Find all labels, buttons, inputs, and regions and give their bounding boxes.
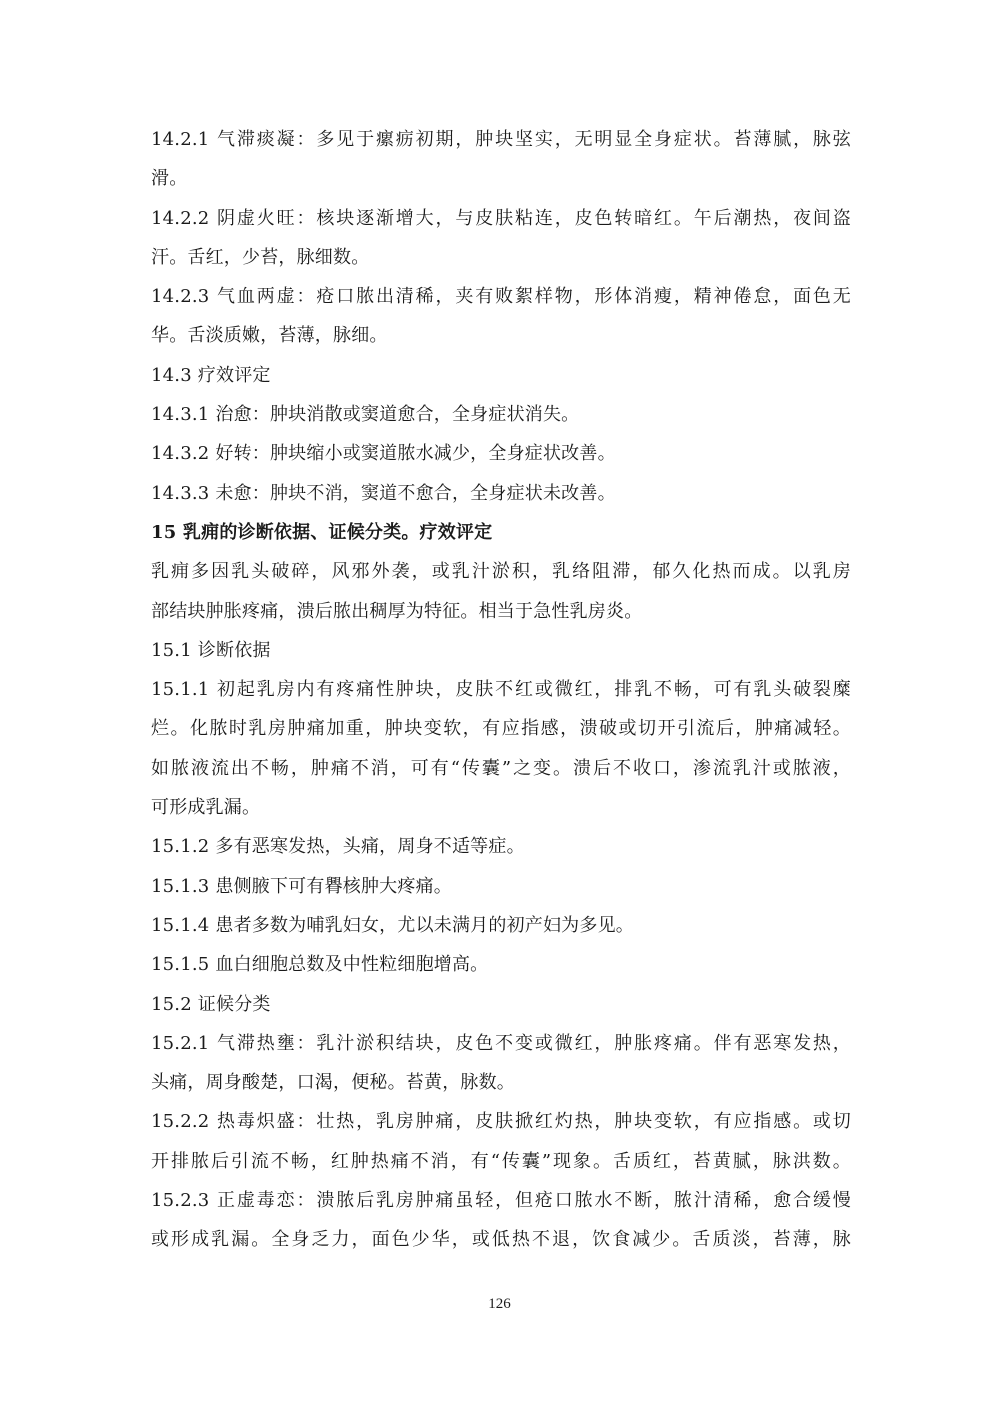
text-line: 滑。 (151, 168, 188, 190)
text-line: 15.1.4 患者多数为哺乳妇女，尤以未满月的初产妇为多见。 (151, 914, 634, 936)
text-line: 14.3.2 好转：肿块缩小或窦道脓水减少，全身症状改善。 (151, 443, 616, 465)
text-line: 乳痈多因乳头破碎，风邪外袭，或乳汁淤积，乳络阻滞，郁久化热而成。以乳房 (151, 561, 851, 583)
text-line: 14.2.2 阴虚火旺：核块逐渐增大，与皮肤粘连，皮色转暗红。午后潮热，夜间盗 (151, 207, 851, 229)
text-line: 烂。化脓时乳房肿痛加重，肿块变软，有应指感，溃破或切开引流后，肿痛减轻。 (151, 718, 851, 740)
text-line: 15.1 诊断依据 (151, 639, 271, 661)
text-line: 华。舌淡质嫩，苔薄，脉细。 (151, 325, 388, 347)
text-line: 15.1.3 患侧腋下可有臖核肿大疼痛。 (151, 875, 452, 897)
text-line: 头痛，周身酸楚，口渴，便秘。苔黄，脉数。 (151, 1072, 515, 1094)
body-text (151, 120, 851, 1260)
text-line: 15.1.5 血白细胞总数及中性粒细胞增高。 (151, 954, 489, 976)
text-line: 14.3.3 未愈：肿块不消，窦道不愈合，全身症状未改善。 (151, 482, 616, 504)
text-line: 14.2.3 气血两虚：疮口脓出清稀，夹有败絮样物，形体消瘦，精神倦怠，面色无 (151, 286, 851, 308)
text-line: 15.2.1 气滞热壅：乳汁淤积结块，皮色不变或微红，肿胀疼痛。伴有恶寒发热， (151, 1032, 851, 1054)
text-line: 14.3 疗效评定 (151, 364, 271, 386)
text-line: 部结块肿胀疼痛，溃后脓出稠厚为特征。相当于急性乳房炎。 (151, 600, 643, 622)
text-line: 或形成乳漏。全身乏力，面色少华，或低热不退，饮食减少。舌质淡，苔薄，脉 (151, 1229, 851, 1251)
text-line: 15.1.1 初起乳房内有疼痛性肿块，皮肤不红或微红，排乳不畅，可有乳头破裂糜 (151, 679, 851, 701)
text-line: 15.2.2 热毒炽盛：壮热，乳房肿痛，皮肤掀红灼热，肿块变软，有应指感。或切 (151, 1111, 851, 1133)
text-line: 可形成乳漏。 (151, 797, 261, 819)
text-line: 汗。舌红，少苔，脉细数。 (151, 246, 370, 268)
text-line: 15.2.3 正虚毒恋：溃脓后乳房肿痛虽轻，但疮口脓水不断，脓汁清稀，愈合缓慢 (151, 1190, 851, 1212)
text-line: 开排脓后引流不畅，红肿热痛不消，有“传囊”现象。舌质红，苔黄腻，脉洪数。 (151, 1150, 851, 1172)
section-heading: 15 乳痈的诊断依据、证候分类。疗效评定 (151, 521, 493, 543)
text-line: 14.2.1 气滞痰凝：多见于瘰疬初期，肿块坚实，无明显全身症状。苔薄腻，脉弦 (151, 129, 851, 150)
text-line: 15.1.2 多有恶寒发热，头痛，周身不适等症。 (151, 836, 525, 858)
page-number: 126 (488, 1296, 511, 1312)
text-line: 如脓液流出不畅，肿痛不消，可有“传囊”之变。溃后不收口，渗流乳汁或脓液， (151, 757, 851, 779)
text-line: 14.3.1 治愈：肿块消散或窦道愈合，全身症状消失。 (151, 404, 580, 426)
text-line: 15.2 证候分类 (151, 993, 271, 1015)
